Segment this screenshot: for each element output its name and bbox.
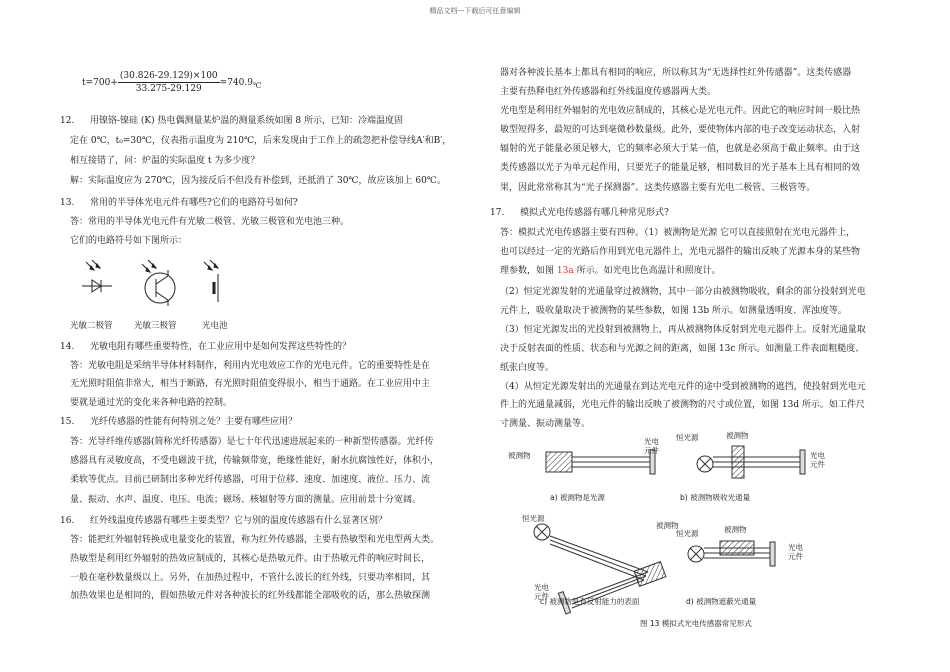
- fig-c-element-bottom: 元件: [534, 592, 549, 601]
- line-text: 用镍铬-镍硅 (K) 热电偶测量某炉温的测量系统如图 8 所示，已知：冷端温度固: [90, 116, 403, 126]
- right-line: [500, 179, 815, 198]
- line-text: 寸测量、振动测量等。: [500, 419, 591, 429]
- line-text: 模拟式光电传感器有哪几种常见形式?: [520, 208, 669, 218]
- line-text: 决于反射表面的性质、状态和与光源之间的距离，如图 13c 所示。如测量工件表面粗糙度、: [500, 344, 865, 354]
- line-text: 答：能把红外辐射转换成电量变化的装置，称为红外传感器，主要有热敏型和光电型两大类。: [70, 535, 440, 545]
- left-line: [70, 452, 439, 471]
- page-header: 精品文档---下载后可任意编辑: [429, 7, 521, 15]
- line-text: 一般在毫秒数量级以上。另外，在加热过程中，不管什么波长的红外线，只要功率相同，其: [70, 573, 431, 583]
- right-line: [500, 159, 860, 178]
- fig-a-measured: 被测物: [508, 451, 531, 460]
- photodiode-symbol: [82, 260, 112, 292]
- line-text: 件上的光通量减弱，光电元件的输出反映了被测物的尺寸或位置，如图 13d 所示。如工件尺: [500, 400, 865, 410]
- fig-b-measured: 被测物: [726, 431, 749, 440]
- left-line: [60, 338, 351, 357]
- right-line: [500, 224, 855, 243]
- right-line: [500, 378, 866, 397]
- right-line: [500, 140, 860, 159]
- left-line: [70, 357, 430, 376]
- line-text: 感器具有灵敏度高，不受电磁波干扰，传输频带宽，绝缘性能好，耐水抗腐蚀性好，体积小，: [70, 456, 440, 466]
- right-line: [500, 64, 851, 83]
- line-text: 光纤传感器的性能有何特别之处？主要有哪些应用？: [90, 417, 298, 427]
- line-text: 加热效果也是相同的，假如热敏元件对各种波长的红外线都能全部吸收的话，那么热敏探测: [70, 591, 431, 601]
- line-text: （2）恒定光源发射的光通量穿过被测物，其中一部分由被测物吸收，剩余的部分投射到光电: [500, 287, 866, 297]
- formula-unit: ℃: [252, 80, 262, 90]
- line-text: 答：光导纤维传感器(简称光纤传感器）是七十年代迅速进展起来的一种新型传感器。光纤传: [70, 437, 434, 447]
- left-line: [70, 213, 349, 232]
- phototransistor-label: 光敏三极管: [134, 321, 177, 331]
- figure-13d: [688, 541, 775, 566]
- left-line: [70, 232, 187, 251]
- line-text: 辐射的光子能量必须足够大，它的频率必须大于某一值，也就是必须高于截止频率。由于这: [500, 144, 861, 154]
- line-text: 所示。如光电比色高温计和照度计。: [573, 266, 721, 276]
- figure-ref: 13a: [556, 266, 574, 276]
- phototransistor-symbol: [142, 260, 175, 306]
- line-text: （3）恒定光源发出的光投射到被测物上，再从被测物体反射到光电元器件上。反射光通量取: [500, 325, 866, 335]
- line-text: 主要有热释电红外传感器和红外线温度传感器两大类。: [500, 87, 717, 97]
- line-text: 要就是通过光的变化来各种电路的控制。: [70, 398, 233, 408]
- fig-b-caption: b) 被测物吸收光通量: [680, 493, 751, 502]
- fig-b-source: 恒光源: [676, 433, 699, 442]
- left-line: [60, 194, 298, 213]
- line-text: 答：光敏电阻是采纳半导体材料制作，利用内光电效应工作的光电元件。它的重要特性是在: [70, 361, 431, 371]
- right-line: [500, 302, 847, 321]
- question-number: 16.: [60, 516, 75, 526]
- question-number: 14.: [60, 342, 75, 352]
- figure-13b: [697, 446, 805, 478]
- left-line: [60, 413, 297, 432]
- line-text: 热敏型是利用红外辐射的热效应制成的，其核心是热敏元件。由于热敏元件的响应时间长，: [70, 554, 431, 564]
- left-line: [70, 569, 430, 588]
- fig-a-element-bottom: 元件: [644, 446, 659, 455]
- line-text: 答：模拟式光电传感器主要有四种。（1）被测物是光源 它可以直接照射在光电元器件上，: [500, 228, 856, 238]
- line-text: 它们的电路符号如下图所示：: [70, 236, 188, 246]
- right-line: [490, 204, 669, 223]
- fig-d-caption: d) 被测物遮蔽光通量: [686, 597, 757, 606]
- line-text: 纸张白度等。: [500, 363, 555, 373]
- photocell-symbol: [204, 260, 218, 302]
- line-text: 常用的半导体光电元件有哪些?它们的电路符号如何?: [90, 198, 298, 208]
- line-text: 元件上，吸收量取决于被测物的某些参数，如图 13b 所示。如测量透明度、浑浊度等。: [500, 306, 847, 316]
- line-text: 无光照时阻值非常大，相当于断路，有光照时阻值变得很小，相当于通路。在工业应用中主: [70, 379, 431, 389]
- line-text: 敏型短得多，最短的可达到毫微秒数量级。此外，要使物体内部的电子改变运动状态，入射: [500, 125, 861, 135]
- fig-d-source: 恒光源: [676, 529, 699, 538]
- figure-caption: 图 13 模拟式光电传感器常见形式: [640, 619, 752, 628]
- line-text: 答：常用的半导体光电元件有光敏二极管、光敏三极管和光电池三种。: [70, 217, 350, 227]
- right-line: [500, 262, 721, 281]
- left-line: [70, 587, 430, 606]
- formula-numerator: (30.826-29.129)×100: [119, 71, 218, 81]
- left-line: [70, 471, 430, 490]
- formula-denominator: 33.275-29.129: [135, 84, 202, 94]
- fig-c-source: 恒光源: [522, 514, 545, 523]
- line-text: （4）从恒定光源发射出的光通量在到达光电元件的途中受到被测物的遮挡，使投射到光电元: [500, 382, 866, 392]
- formula-rhs: =740.9: [219, 78, 253, 88]
- right-line: [500, 83, 716, 102]
- line-text: 光电型是利用红外辐射的光电效应制成的，其核心是光电元件。因此它的响应时间一般比热: [500, 106, 861, 116]
- fig-d-measured: 被测物: [724, 525, 747, 534]
- right-line: [500, 102, 860, 121]
- fig-b-element-top: 光电: [810, 451, 825, 460]
- fig-d-element-top: 光电: [788, 543, 803, 552]
- fig-a-caption: a) 被测物是光源: [550, 493, 605, 502]
- left-line: [70, 394, 232, 413]
- fig-b-element-bottom: 元件: [810, 460, 825, 469]
- circuit-symbols: [70, 258, 250, 336]
- left-line: [70, 433, 434, 452]
- line-text: 量、振动、水声、温度、电压、电流；磁场、核辐射等方面的测量。应用前景十分宽阔。: [70, 495, 422, 505]
- left-line: [60, 112, 403, 131]
- right-line: [500, 243, 860, 262]
- line-text: 柔软等优点。目前已研制出多种光纤传感器，可用于位移、速度、加速度、液位、压力、流: [70, 475, 431, 485]
- left-line: [60, 512, 387, 531]
- line-text: 理参数，如图: [500, 266, 557, 276]
- line-text: 光敏电阻有哪些重要特性，在工业应用中是如何发挥这些特性的？: [90, 342, 352, 352]
- fig-a-element-top: 光电: [644, 437, 659, 446]
- fig-c-caption: c) 被测物是有反射能力的表面: [540, 597, 640, 606]
- line-text: 也可以经过一定的光路后作用到光电元器件上，光电元器件的输出反映了光源本身的某些物: [500, 247, 861, 257]
- fig-c-measured: 被测物: [656, 521, 679, 530]
- question-number: 15.: [60, 417, 75, 427]
- formula-lhs: t=700+: [82, 78, 118, 88]
- photocell-label: 光电池: [202, 321, 228, 331]
- left-line: [70, 152, 259, 171]
- left-line: [70, 172, 446, 191]
- line-text: 果，因此常常称其为“光子探测器”。这类传感器主要有光电二极管、三极管等。: [500, 183, 816, 193]
- fig-d-element-bottom: 元件: [788, 552, 803, 561]
- left-line: [70, 375, 430, 394]
- formula: [82, 70, 261, 95]
- line-text: 定在 0℃，t₀=30℃，仪表指示温度为 210℃，后来发现由于工作上的疏忽把补偿导线A′和B′，: [70, 136, 452, 146]
- fig-c-element-top: 光电: [534, 583, 549, 592]
- formula-fraction: [118, 70, 220, 95]
- right-line: [500, 359, 554, 378]
- line-text: 器对各种波长基本上都具有相同的响应，所以称其为“无选择性红外传感器”。这类传感器: [500, 68, 852, 78]
- line-text: 红外线温度传感器有哪些主要类型？它与别的温度传感器有什么显著区别？: [90, 516, 388, 526]
- right-line: [500, 283, 866, 302]
- figure-13: [500, 424, 920, 634]
- figure-13a: [546, 450, 655, 474]
- line-text: 解：实际温度应为 270℃，因为接反后不但没有补偿到，还抵消了 30℃，故应该加上 60℃。: [70, 176, 446, 186]
- question-number: 12.: [60, 116, 75, 126]
- left-line: [70, 132, 451, 151]
- question-number: 13.: [60, 198, 75, 208]
- line-text: 相互接错了，问：炉温的实际温度 t 为多少度？: [70, 156, 260, 166]
- right-line: [500, 396, 865, 415]
- question-number: 17.: [490, 208, 505, 218]
- right-line: [500, 121, 860, 140]
- right-line: [500, 340, 864, 359]
- right-line: [500, 321, 866, 340]
- photodiode-label: 光敏二极管: [70, 321, 113, 331]
- left-line: [70, 531, 439, 550]
- left-line: [70, 550, 430, 569]
- line-text: 类传感器以光子为单元起作用，只要光子的能量足够，相同数目的光子基本上具有相同的效: [500, 163, 861, 173]
- left-line: [70, 491, 421, 510]
